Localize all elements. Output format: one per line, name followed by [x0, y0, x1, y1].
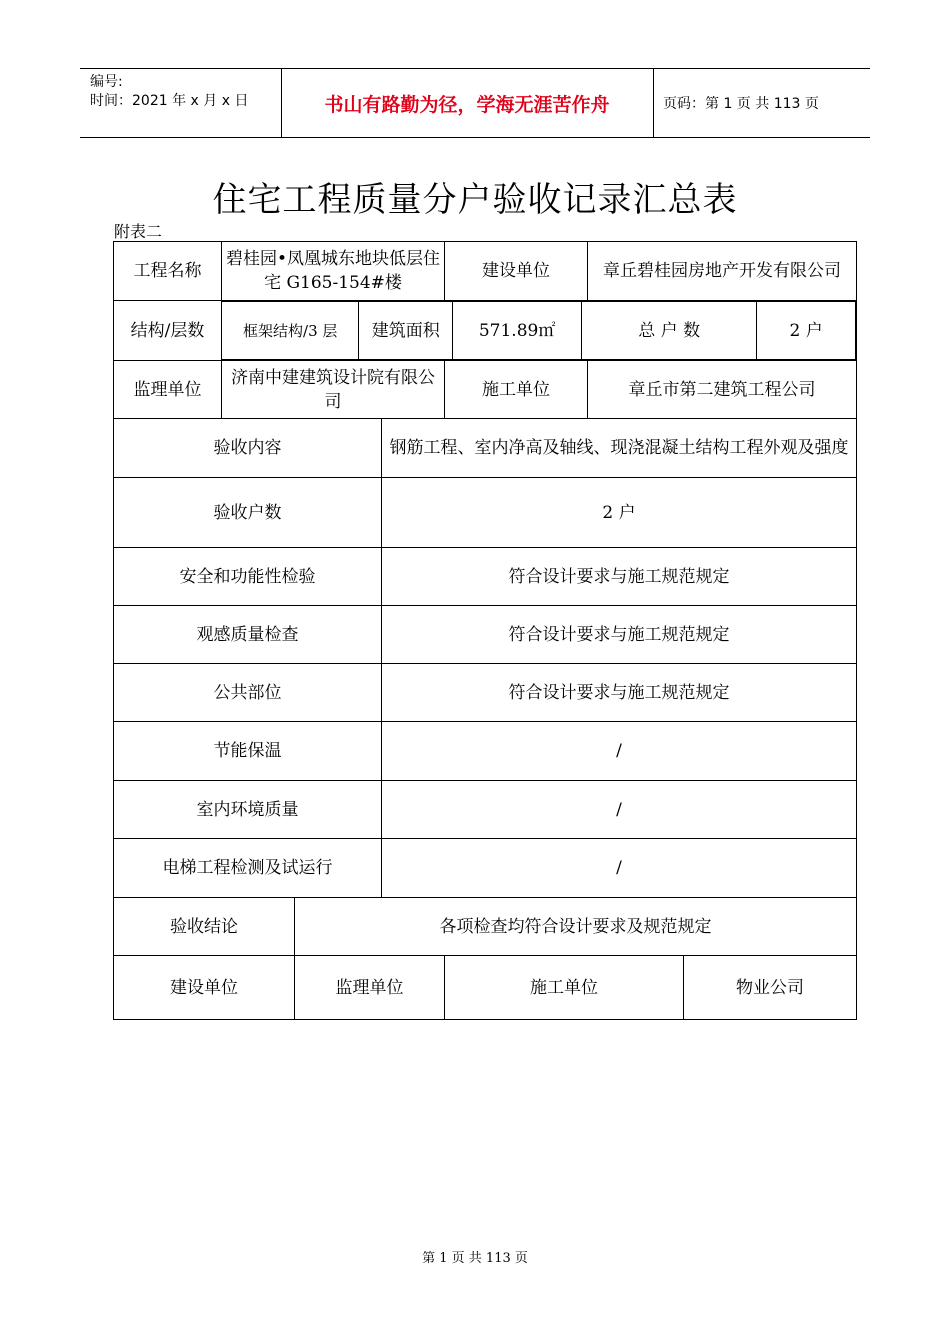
table-row	[114, 956, 857, 1020]
table-row	[114, 548, 857, 606]
document-date: 时间：2021 年 x 月 x 日	[90, 93, 249, 109]
sign-construction-unit: 施工单位	[445, 956, 684, 1020]
table-row	[114, 419, 857, 478]
table-row	[114, 839, 857, 898]
accepted-count-label: 验收户数	[114, 478, 382, 548]
structure-value: 框架结构/3 层	[222, 302, 359, 360]
sign-build-unit: 建设单位	[114, 956, 295, 1020]
header-meta	[90, 73, 248, 111]
area-value: 571.89㎡	[453, 302, 582, 360]
households-label: 总 户 数	[582, 302, 757, 360]
table-row	[114, 898, 857, 956]
header-page-info: 页码：第 1 页 共 113 页	[663, 96, 819, 112]
visual-value: 符合设计要求与施工规范规定	[382, 606, 857, 664]
construction-label: 施工单位	[445, 361, 588, 419]
page-header	[80, 68, 870, 138]
acceptance-summary-table	[113, 241, 857, 1020]
page-footer: 第 1 页 共 113 页	[422, 1251, 528, 1266]
content-label: 验收内容	[114, 419, 382, 478]
energy-value: /	[382, 722, 857, 781]
energy-label: 节能保温	[114, 722, 382, 781]
visual-label: 观感质量检查	[114, 606, 382, 664]
public-value: 符合设计要求与施工规范规定	[382, 664, 857, 722]
appendix-label: 附表二	[114, 222, 163, 241]
header-motto: 书山有路勤为径，学海无涯苦作舟	[324, 93, 610, 116]
construction-value: 章丘市第二建筑工程公司	[588, 361, 857, 419]
project-name-value: 碧桂园•凤凰城东地块低层住宅 G165-154#楼	[222, 242, 445, 301]
elevator-value: /	[382, 839, 857, 898]
households-value: 2 户	[757, 302, 856, 360]
sign-property-company: 物业公司	[684, 956, 857, 1020]
supervisor-label: 监理单位	[114, 361, 222, 419]
structure-label: 结构/层数	[114, 301, 222, 361]
document-number: 编号:	[90, 74, 123, 90]
sign-supervisor-unit: 监理单位	[295, 956, 445, 1020]
content-value: 钢筋工程、室内净高及轴线、现浇混凝土结构工程外观及强度	[382, 419, 857, 478]
area-label: 建筑面积	[359, 302, 453, 360]
supervisor-value: 济南中建建筑设计院有限公司	[222, 361, 445, 419]
table-row	[114, 781, 857, 839]
accepted-count-value: 2 户	[382, 478, 857, 548]
conclusion-label: 验收结论	[114, 898, 295, 956]
conclusion-value: 各项检查均符合设计要求及规范规定	[295, 898, 857, 956]
safety-label: 安全和功能性检验	[114, 548, 382, 606]
table-row	[114, 361, 857, 419]
project-name-label: 工程名称	[114, 242, 222, 301]
indoor-env-value: /	[382, 781, 857, 839]
public-label: 公共部位	[114, 664, 382, 722]
elevator-label: 电梯工程检测及试运行	[114, 839, 382, 898]
table-row	[114, 242, 857, 301]
build-unit-label: 建设单位	[445, 242, 588, 301]
safety-value: 符合设计要求与施工规范规定	[382, 548, 857, 606]
document-title: 住宅工程质量分户验收记录汇总表	[212, 180, 738, 220]
table-row	[114, 478, 857, 548]
table-row	[114, 301, 857, 361]
table-row	[114, 722, 857, 781]
table-row	[114, 606, 857, 664]
indoor-env-label: 室内环境质量	[114, 781, 382, 839]
build-unit-value: 章丘碧桂园房地产开发有限公司	[588, 242, 857, 301]
table-row	[114, 664, 857, 722]
